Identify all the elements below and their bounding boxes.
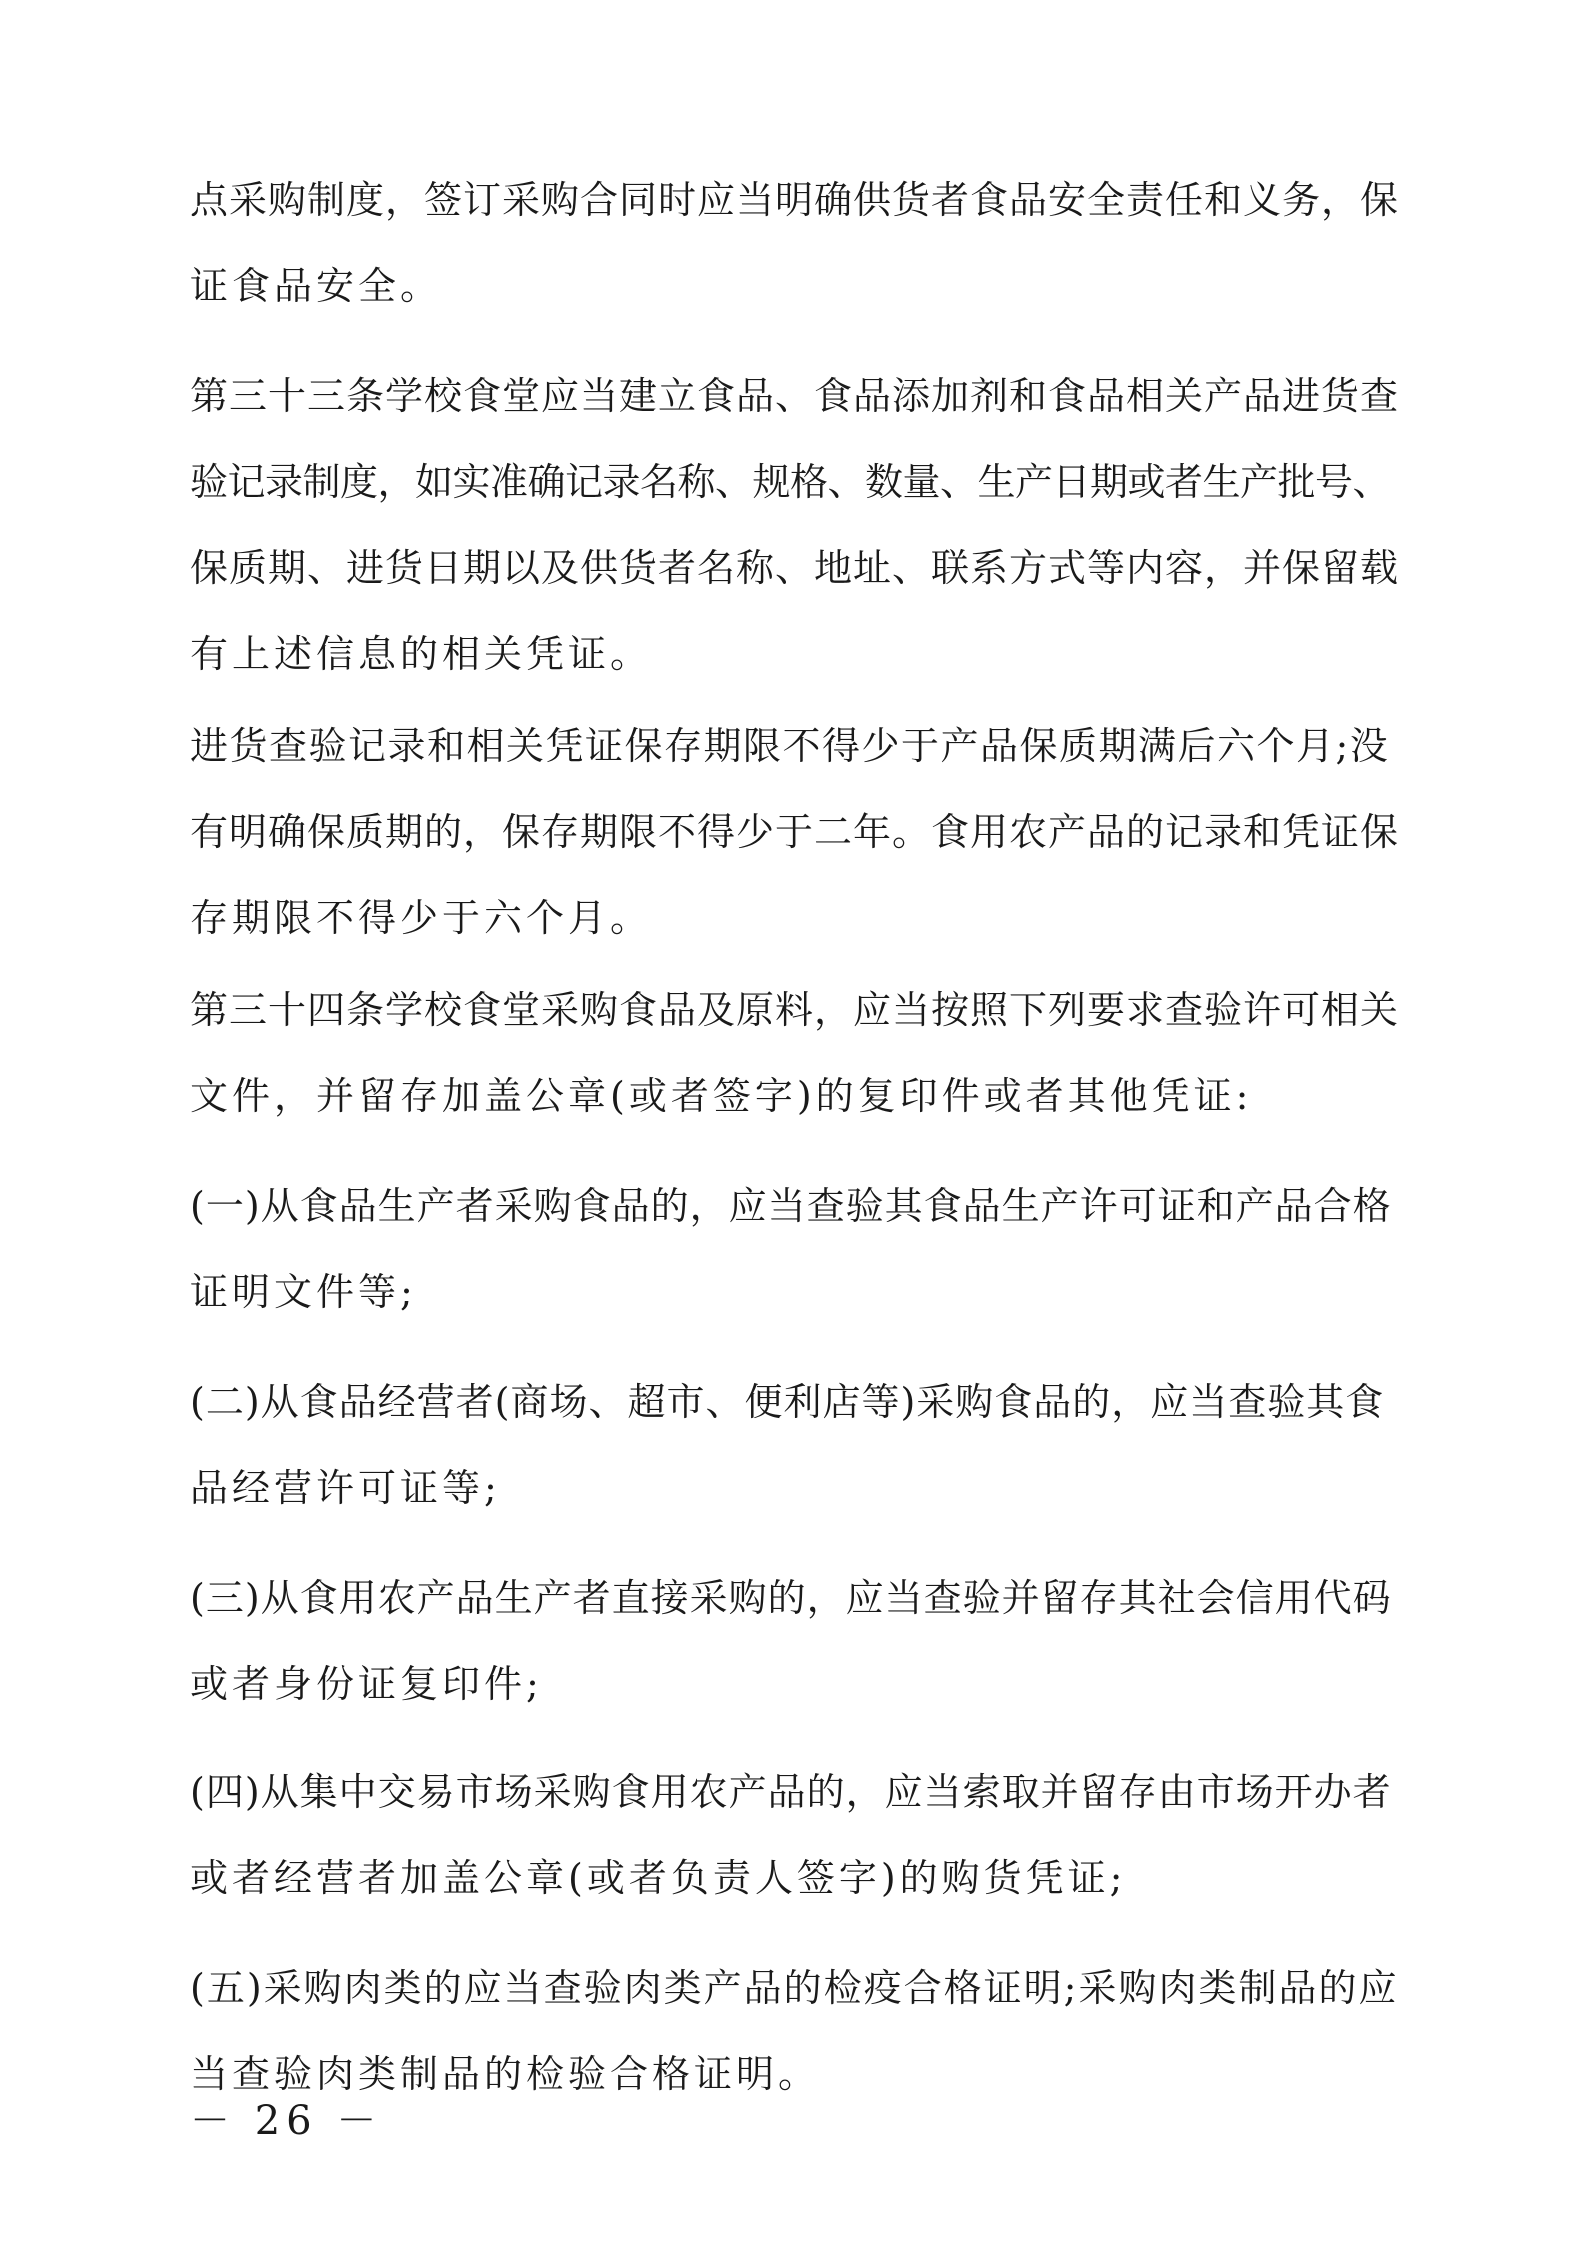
list-item-2 <box>190 1359 1400 1531</box>
paragraph-line: (二)从食品经营者(商场、超市、便利店等)采购食品的，应当查验其食 <box>190 1380 1385 1424</box>
list-item-4 <box>190 1749 1400 1921</box>
paragraph-line: 证明文件等; <box>190 1270 417 1314</box>
page-number: － 26 － <box>190 2098 383 2144</box>
paragraph-line: 进货查验记录和相关凭证保存期限不得少于产品保质期满后六个月;没 <box>190 724 1390 768</box>
list-item-1 <box>190 1163 1400 1335</box>
paragraph-line: 当查验肉类制品的检验合格证明。 <box>190 2052 821 2096</box>
paragraph-line: 证食品安全。 <box>190 264 443 308</box>
paragraph-article-33 <box>190 353 1400 697</box>
paragraph-line: 文件，并留存加盖公章(或者签字)的复印件或者其他凭证: <box>190 1074 1253 1118</box>
paragraph-line: 验记录制度，如实准确记录名称、规格、数量、生产日期或者生产批号、 <box>190 460 1391 504</box>
paragraph-article-34 <box>190 967 1400 1139</box>
paragraph-line: 保质期、进货日期以及供货者名称、地址、联系方式等内容，并保留载 <box>190 546 1400 590</box>
paragraph-procurement-contract <box>190 157 1400 329</box>
paragraph-line: 有上述信息的相关凭证。 <box>190 632 653 676</box>
paragraph-line: 有明确保质期的，保存期限不得少于二年。食用农产品的记录和凭证保 <box>190 810 1400 854</box>
paragraph-line: 品经营许可证等; <box>190 1466 501 1510</box>
list-item-5 <box>190 1945 1400 2117</box>
list-item-3 <box>190 1555 1400 1727</box>
paragraph-line: 点采购制度，签订采购合同时应当明确供货者食品安全责任和义务，保 <box>190 178 1400 222</box>
paragraph-line: 或者身份证复印件; <box>190 1662 543 1706</box>
paragraph-line: 存期限不得少于六个月。 <box>190 896 653 940</box>
paragraph-line: (一)从食品生产者采购食品的，应当查验其食品生产许可证和产品合格 <box>190 1184 1392 1228</box>
paragraph-line: (四)从集中交易市场采购食用农产品的，应当索取并留存由市场开办者 <box>190 1770 1392 1814</box>
paragraph-retention-period <box>190 703 1400 961</box>
paragraph-line: (五)采购肉类的应当查验肉类产品的检疫合格证明;采购肉类制品的应 <box>190 1966 1399 2010</box>
paragraph-line: 第三十三条学校食堂应当建立食品、食品添加剂和食品相关产品进货查 <box>190 374 1400 418</box>
paragraph-line: 或者经营者加盖公章(或者负责人签字)的购货凭证; <box>190 1856 1127 1900</box>
paragraph-line: 第三十四条学校食堂采购食品及原料，应当按照下列要求查验许可相关 <box>190 988 1400 1032</box>
paragraph-line: (三)从食用农产品生产者直接采购的，应当查验并留存其社会信用代码 <box>190 1576 1392 1620</box>
